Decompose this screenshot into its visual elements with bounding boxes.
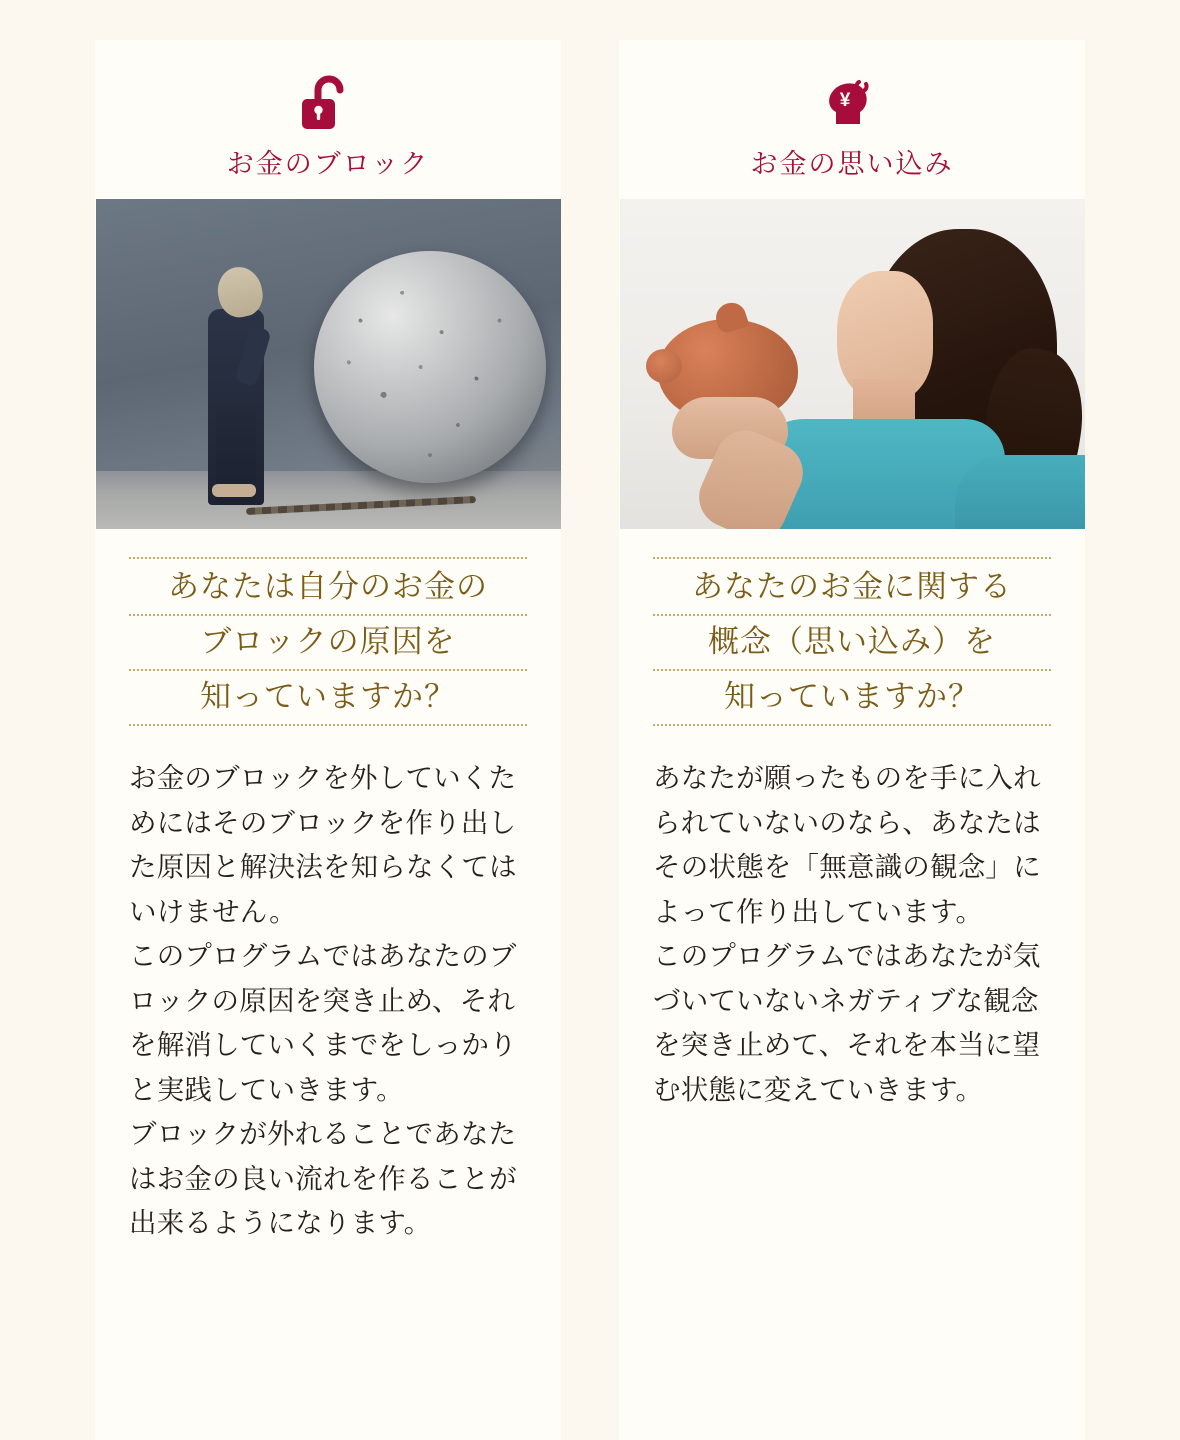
card-headline [653,557,1051,726]
open-padlock-icon [298,74,358,132]
photo-floor [96,471,561,529]
headline-line: 知っていますか？ [129,671,527,726]
photo-sphere-texture [314,251,546,483]
body-paragraph: あなたが願ったものを手に入れられていないのなら、あなたはその状態を「無意識の観念」によって作り出しています。 [653,762,1041,927]
feature-photo-woman-with-stone-ball [96,199,561,529]
feature-card-money-block [95,40,561,1440]
card-body-text [129,756,527,1246]
headline-line: あなたは自分のお金の [129,557,527,616]
headline-line: 知っていますか？ [653,671,1051,726]
photo-piggy-snout [646,349,682,383]
body-paragraph: ブロックが外れることであなたはお金の良い流れを作ることが出来るようになります。 [129,1118,517,1239]
head-yen-thought-icon [822,74,882,132]
photo-stone-sphere [314,251,546,483]
photo-woman [208,255,266,505]
card-title: お金のブロック [226,149,430,179]
svg-text:¥: ¥ [839,90,851,111]
card-title: お金の思い込み [750,149,954,179]
feature-photo-woman-with-piggy-bank [620,199,1085,529]
photo-woman-feet [212,484,256,497]
body-paragraph: このプログラムではあなたが気づいていないネガティブな観念を突き止めて、それを本当に望む状態に変えていきます。 [653,940,1041,1105]
headline-line: ブロックの原因を [129,616,527,671]
photo-woman-shoulder [955,455,1085,529]
headline-line: あなたのお金に関する [653,557,1051,616]
card-body-text [653,756,1051,1112]
feature-card-money-belief [619,40,1085,1440]
body-paragraph: お金のブロックを外していくためにはそのブロックを作り出した原因と解決法を知らなくてはいけません。 [129,762,517,927]
card-headline [129,557,527,726]
headline-line: 概念（思い込み）を [653,616,1051,671]
body-paragraph: このプログラムではあなたのブロックの原因を突き止め、それを解消していくまでをしっかりと実践していきます。 [129,940,517,1105]
